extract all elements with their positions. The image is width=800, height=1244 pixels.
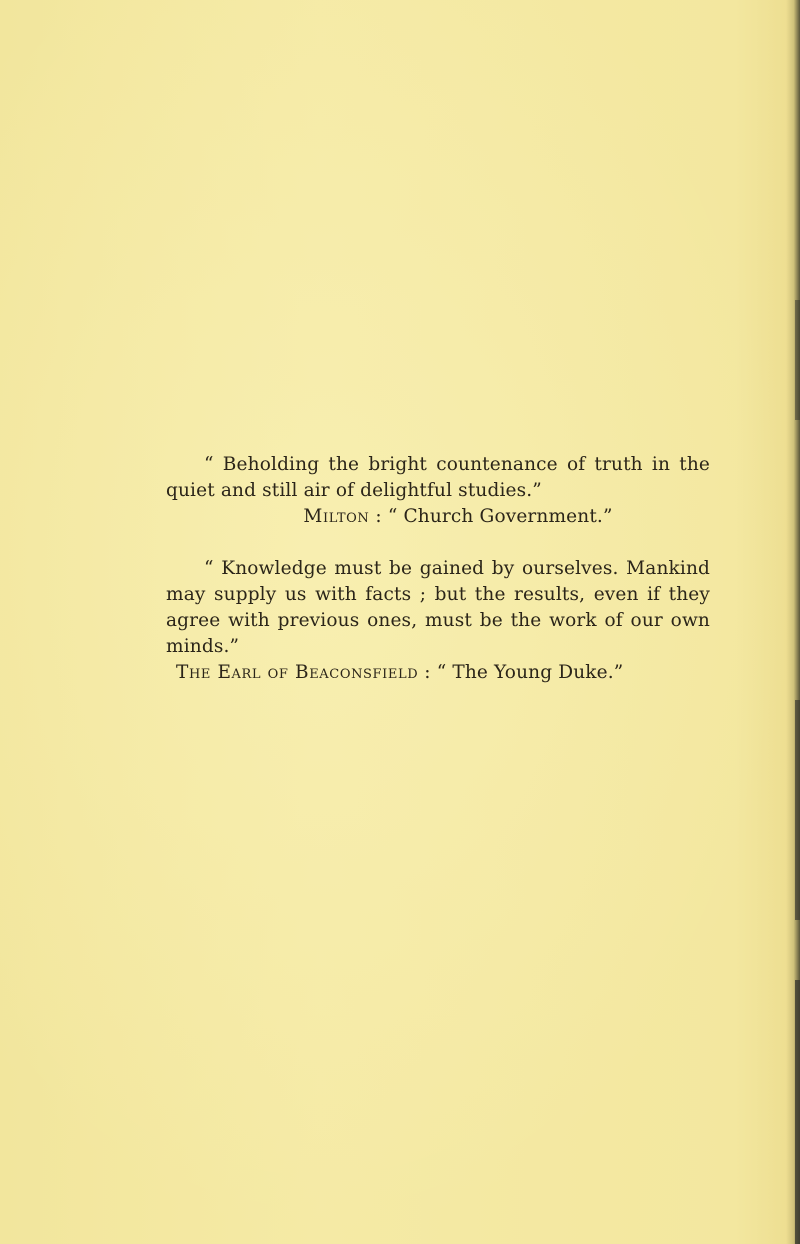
page-edge-mark [795, 300, 800, 420]
work-beaconsfield: “ The Young Duke.” [436, 662, 624, 683]
author-beaconsfield: The Earl of Beaconsfield [176, 662, 419, 683]
quote-beaconsfield: “ Knowledge must be gained by ourselves. Mankind may supply us with facts ; but the results, even if they agree with previous ones, must be the work of our own minds.” [166, 558, 710, 657]
attribution-separator: : [418, 662, 437, 683]
attribution-separator: : [369, 506, 388, 527]
author-milton: Milton [303, 506, 370, 527]
page-edge-mark [795, 700, 800, 920]
spacer [166, 530, 710, 556]
work-milton: “ Church Government.” [387, 506, 613, 527]
epigraph-block [166, 452, 710, 686]
quote-milton: “ Beholding the bright countenance of truth in the quiet and still air of delightful studies.” [166, 454, 710, 501]
attribution-beaconsfield [166, 660, 710, 686]
page-edge-mark [795, 980, 800, 1244]
attribution-milton [166, 504, 710, 530]
